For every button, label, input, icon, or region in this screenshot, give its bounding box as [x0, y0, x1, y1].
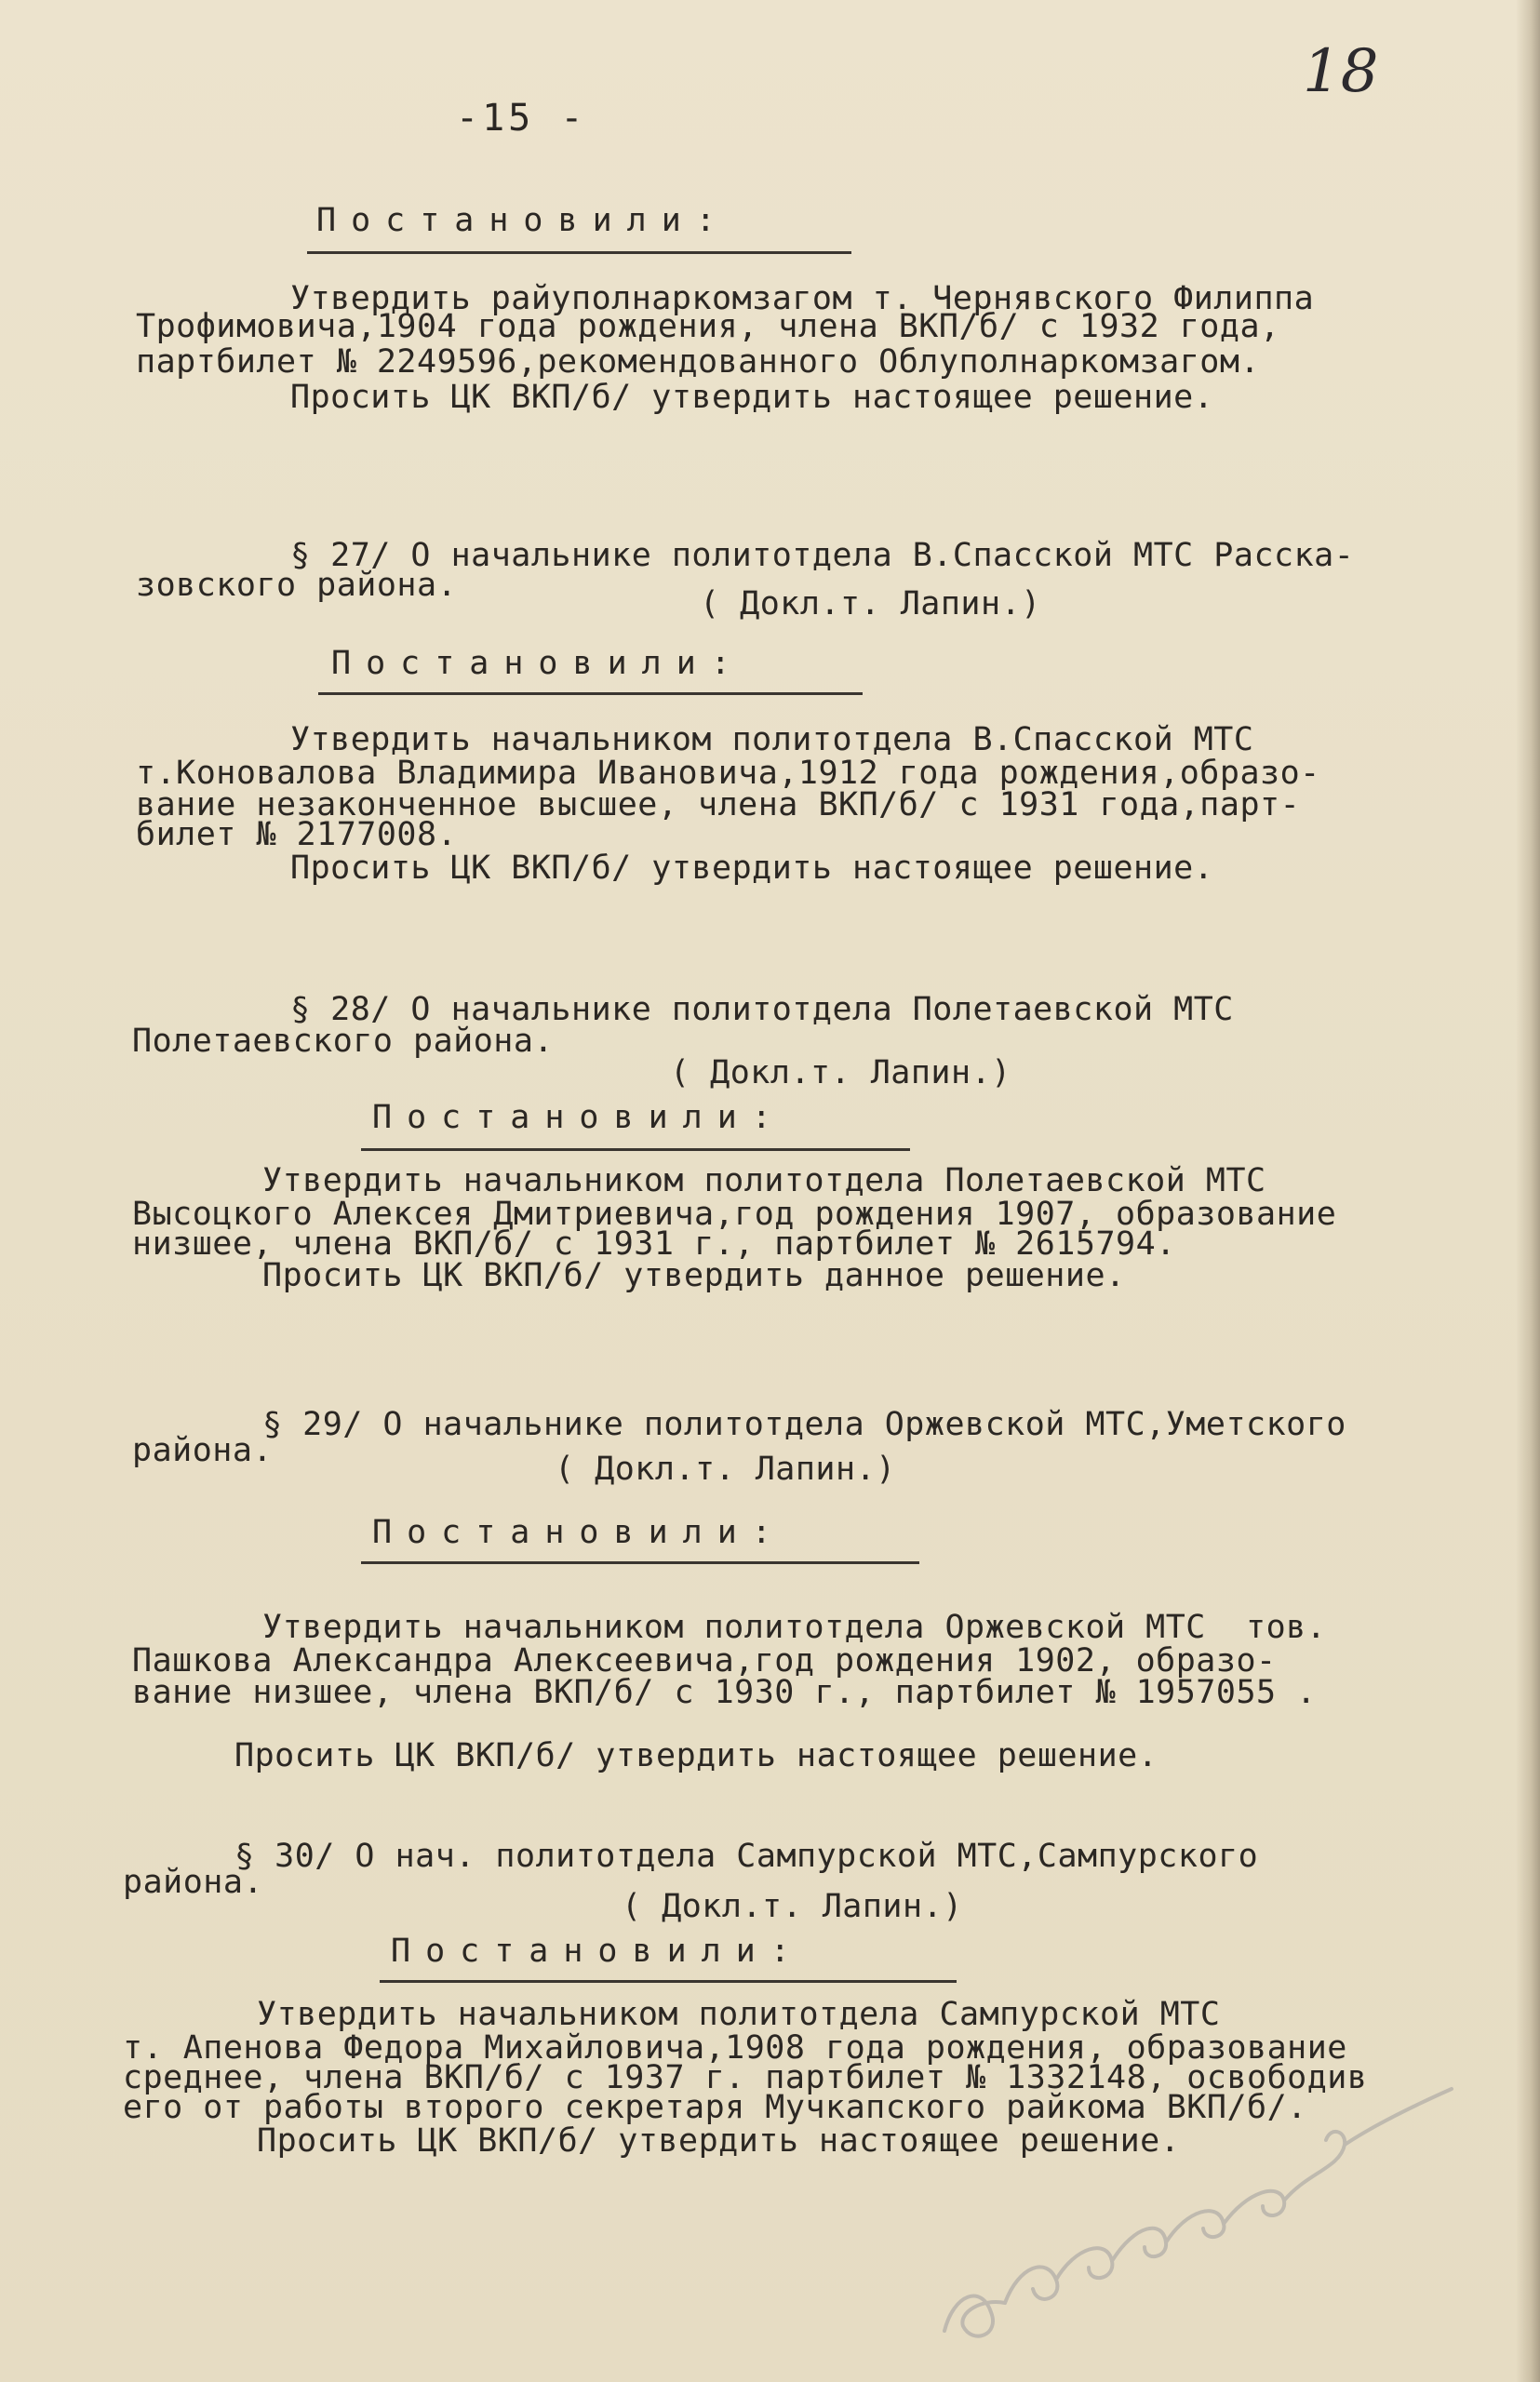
section-30-heading-underline: [380, 1980, 957, 1983]
section-28-body-line-4: Просить ЦК ВКП/б/ утвердить данное решение.: [262, 1257, 1126, 1294]
section-30-title-line-2: района.: [123, 1864, 264, 1901]
section-29-body-line-2: Пашкова Александра Алексеевича,год рождения 1902, образо-: [132, 1642, 1277, 1679]
section-29-body-line-1: Утвердить начальником политотдела Оржевской МТС тов.: [262, 1609, 1327, 1646]
section-0-body-line-4: Просить ЦК ВКП/б/ утвердить настоящее решение.: [290, 379, 1214, 416]
section-27-title-line-2: зовского района.: [136, 567, 458, 604]
section-30-body-line-3: среднее, члена ВКП/б/ с 1937 г. партбилет № 1332148, освободив: [123, 2059, 1368, 2096]
section-30-title-line-1: § 30/ О нач. политотдела Сампурской МТС,Сампурского: [234, 1838, 1259, 1875]
section-27-body-line-5: Просить ЦК ВКП/б/ утвердить настоящее решение.: [290, 850, 1214, 887]
section-30-body-line-1: Утвердить начальником политотдела Сампурской МТС: [257, 1996, 1221, 2033]
section-28-heading: Постановили:: [372, 1099, 786, 1136]
section-27-reporter: ( Докл.т. Лапин.): [700, 585, 1041, 622]
page-number: -15 -: [456, 97, 587, 140]
section-27-body-line-4: билет № 2177008.: [136, 816, 458, 853]
section-0-heading-underline: [307, 251, 851, 254]
section-29-title-line-1: § 29/ О начальнике политотдела Оржевской МТС,Уметского: [262, 1406, 1346, 1443]
section-28-heading-underline: [361, 1148, 910, 1151]
section-0-heading: Постановили:: [316, 202, 730, 239]
section-30-body-line-4: его от работы второго секретаря Мучкапского райкома ВКП/б/.: [123, 2089, 1307, 2126]
section-28-body-line-2: Высоцкого Алексея Дмитриевича,год рождения 1907, образование: [132, 1196, 1337, 1233]
page-edge-shadow: [1516, 0, 1540, 2382]
section-29-heading-underline: [361, 1561, 919, 1564]
section-27-heading-underline: [318, 692, 863, 695]
section-28-reporter: ( Докл.т. Лапин.): [670, 1054, 1011, 1091]
section-27-body-line-3: вание незаконченное высшее, члена ВКП/б/ с 1931 года,парт-: [136, 786, 1301, 823]
folio-number-handwritten: 18: [1303, 37, 1379, 106]
section-27-heading: Постановили:: [331, 645, 745, 682]
section-30-reporter: ( Докл.т. Лапин.): [622, 1888, 963, 1925]
section-28-body-line-3: низшее, члена ВКП/б/ с 1931 г., партбилет № 2615794.: [132, 1225, 1176, 1263]
section-28-title-line-1: § 28/ О начальнике политотдела Полетаевской МТС: [290, 991, 1234, 1028]
section-29-heading: Постановили:: [372, 1514, 786, 1551]
section-28-title-line-2: Полетаевского района.: [132, 1023, 555, 1060]
section-29-body-line-4: Просить ЦК ВКП/б/ утвердить настоящее решение.: [234, 1737, 1158, 1774]
section-30-heading: Постановили:: [391, 1933, 805, 1970]
section-27-body-line-2: т.Коновалова Владимира Ивановича,1912 года рождения,образо-: [136, 755, 1320, 792]
section-0-body-line-3: партбилет № 2249596,рекомендованного Облуполнаркомзагом.: [136, 343, 1261, 381]
section-28-body-line-1: Утвердить начальником политотдела Полетаевской МТС: [262, 1162, 1266, 1199]
section-0-body-line-2: Трофимовича,1904 года рождения, члена ВКП/б/ с 1932 года,: [136, 308, 1280, 345]
section-27-body-line-1: Утвердить начальником политотдела В.Спасской МТС: [290, 721, 1254, 758]
section-30-body-line-2: т. Апенова Федора Михайловича,1908 года рождения, образование: [123, 2029, 1347, 2067]
signature-handwritten: [917, 2052, 1475, 2349]
section-29-body-line-3: вание низшее, члена ВКП/б/ с 1930 г., партбилет № 1957055 .: [132, 1674, 1317, 1711]
section-27-title-line-1: § 27/ О начальнике политотдела В.Спасской МТС Расска-: [290, 537, 1355, 574]
section-29-title-line-2: района.: [132, 1432, 274, 1469]
section-29-reporter: ( Докл.т. Лапин.): [555, 1451, 896, 1488]
section-0-body-line-1: Утвердить райуполнаркомзагом т. Чернявского Филиппа: [290, 280, 1315, 317]
section-30-body-line-5: Просить ЦК ВКП/б/ утвердить настоящее решение.: [257, 2122, 1181, 2160]
